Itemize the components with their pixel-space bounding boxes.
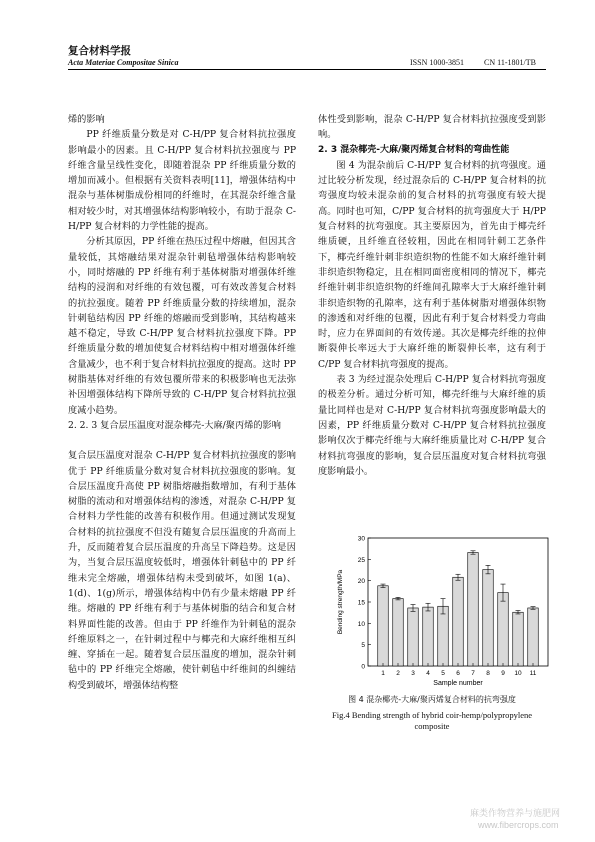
watermark-url: www.fibercrops.com [478,820,559,830]
bar [468,553,479,666]
bending-strength-chart [330,520,554,710]
y-axis-label: Bending strength/MPa [337,569,344,635]
right-paragraph-1: 体性受到影响，混杂 C-H/PP 复合材料抗拉强度受到影响。 [318,114,546,141]
x-tick-label: 4 [426,670,430,677]
y-tick-label: 0 [361,663,365,671]
left-column [68,112,296,693]
watermark-cn: 麻类作物营养与施肥网 [470,809,561,819]
journal-title-en: Acta Materiae Compositae Sinica [68,58,179,67]
left-paragraph-1: 烯的影响 [68,114,105,125]
bar [513,612,524,666]
cn-number: CN 11-1801/TB [484,58,536,67]
bar [483,570,494,666]
header-rule [68,69,546,70]
issn: ISSN 1000-3851 [410,58,465,67]
x-tick-label: 9 [501,670,505,677]
x-tick-label: 7 [471,670,475,677]
right-paragraph-2: 图 4 为混杂前后 C-H/PP 复合材料的抗弯强度。通过比较分析发现，经过混杂后的 C-H/PP 复合材料的抗弯强度均较未混杂前的复合材料的抗弯强度有较大提高。同时也可知，C/PP 复合材料的抗弯强度大于 H/PP 复合材料的抗弯强度。其主要原因为，首先由于椰壳纤维质硬，且纤维直径较粗，因此在相同针刺工艺条件下，椰壳纤维针刺非织造织物的性能不如大麻纤维针刺非织造织物稳定，且在相同面密度相同的情况下，椰壳纤维针刺非织造织物的纤维间孔隙率大于大麻纤维针刺非织造织物的孔隙率，这有利于基体树脂对增强体织物的渗透和对纤维的包覆，因此有利于复合材料受力弯曲时，应力在界面间的有效传递。其次是椰壳纤维的拉伸断裂伸长率远大于大麻纤维的断裂伸长率，这有利于 C/PP 复合材料抗弯强度的提高。 [318,159,546,370]
figure-caption-en: Fig.4 Bending strength of hybrid coir-hemp/polypropylene composite [331,710,533,731]
x-tick-label: 8 [486,670,490,677]
section-heading-2-3: 2. 3 混杂椰壳-大麻/聚丙烯复合材料的弯曲性能 [318,144,510,155]
right-column [318,112,546,479]
bar [453,577,464,666]
spacer [68,433,296,448]
x-tick-label: 3 [411,670,415,677]
bar [528,608,539,666]
figure-caption-cn: 图 4 混杂椰壳-大麻/聚丙烯复合材料的抗弯强度 [348,695,516,704]
y-tick-label: 20 [357,578,365,586]
x-tick-label: 11 [529,670,537,677]
left-paragraph-4: 复合层压温度对混杂 C-H/PP 复合材料抗拉强度的影响优于 PP 纤维质量分数对复合材料抗拉强度的影响。复合层压温度升高使 PP 树脂熔融指数增加，有利于基体树脂的流动和对增强体结构的渗透，对混杂 C-H/PP 复合材料力学性能的改善有积极作用。但通过测试发现复合材料的抗拉强度不但没有随复合层压温度的升高而上升，反而随着复合层压温度的升高呈下降趋势。这是因为，当复合层压温度较低时，增强体针刺毡中的 PP 纤维未完全熔融，增强体结构未受到破坏，如图 1(a)、1(d)、1(g)所示，增强体结构中仍有少量未熔融 PP 纤维。熔融的 PP 纤维有利于与基体树脂的结合和复合材料界面性能的改善。但由于 PP 纤维作为针刺毡的混杂纤维原料之一，在针刺过程中与椰壳和大麻纤维相互纠缠、穿插在一起。随着复合层压温度的增加，混杂针刺毡中的 PP 纤维完全熔融，使针刺毡中纤维间的纠缠结构受到破坏，增强体结构整 [68,450,296,691]
x-tick-label: 6 [456,670,460,677]
bar [408,608,419,666]
bar [498,593,509,666]
y-tick-label: 5 [361,642,365,650]
x-tick-label: 1 [381,670,385,677]
right-paragraph-3: 表 3 为经过混杂处理后 C-H/PP 复合材料抗弯强度的极差分析。通过分析可知，椰壳纤维与大麻纤维的质量比同样也是对 C-H/PP 复合材料抗弯强度影响最大的因素，PP 纤维质量分数对 C-H/PP 复合材料抗拉强度影响仅次于椰壳纤维与大麻纤维质量比对 C-H/PP 复合材料抗弯强度的影响，复合层压温度对复合材料抗弯强度影响最小。 [318,374,546,477]
y-tick-label: 15 [357,599,365,607]
x-tick-label: 5 [441,670,445,677]
bar [423,607,434,666]
journal-title-cn: 复合材料学报 [68,45,131,57]
bar [378,586,389,666]
bar [438,606,449,666]
left-paragraph-2: PP 纤维质量分数是对 C-H/PP 复合材料抗拉强度影响最小的因素。且 C-H/PP 复合材料抗拉强度与 PP 纤维含量呈线性变化，即随着混杂 PP 纤维质量分数的增加而减小。但根据有关资料表明[11]，增强体结构中混杂与基体树脂成份相同的纤维时，在其混杂纤维含量相对较少时，对其增强体结构影响较小，有助于混杂 C-H/PP 复合材料的力学性能的提高。 [68,129,296,233]
section-heading-2-2-3: 2. 2. 3 复合层压温度对混杂椰壳-大麻/聚丙烯的影响 [68,419,281,431]
bar [393,599,404,666]
y-tick-label: 10 [357,620,365,628]
x-tick-label: 10 [514,670,522,677]
x-axis-label: Sample number [433,680,483,687]
x-tick-label: 2 [396,670,400,677]
y-tick-label: 30 [357,535,365,543]
left-paragraph-3: 分析其原因，PP 纤维在热压过程中熔融，但因其含量较低，其熔融结果对混杂针刺毡增强体结构影响较小，同时熔融的 PP 纤维有利于基体树脂对增强体纤维结构的浸润和对纤维的有效包覆，可有效改善复合材料的抗拉强度。随着 PP 纤维质量分数的持续增加，混杂针刺毡结构因 PP 纤维的熔融而受到影响，其结构越来越不稳定，导致 C-H/PP 复合材料抗拉强度下降。PP 纤维质量分数的增加使复合材料结构中相对增强体纤维含量减少，也不利于复合材料抗拉强度的提高。这时 PP 树脂基体对纤维的有效包覆所带来的积极影响也无法弥补因增强体结构下降所导致的 C-H/PP 复合材料抗拉强度减小趋势。 [68,236,296,416]
y-tick-label: 25 [357,556,365,564]
